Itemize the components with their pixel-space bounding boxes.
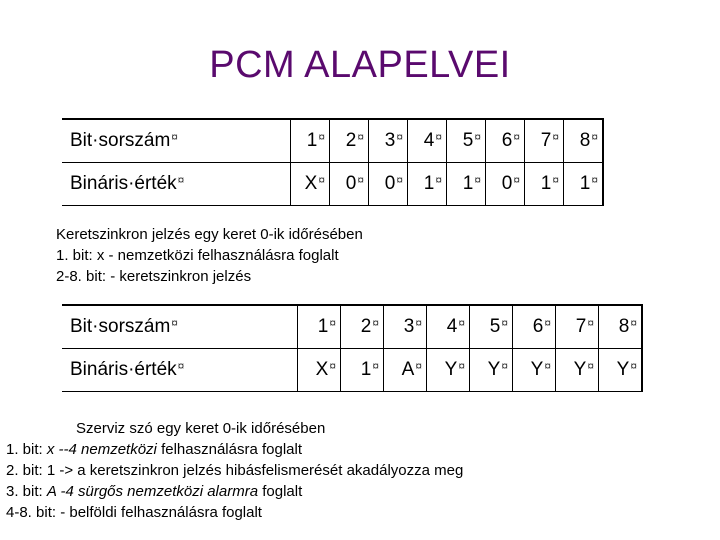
bit-number-cell: 1¤ xyxy=(298,305,341,349)
binary-value-cell: A¤ xyxy=(384,349,427,392)
binary-value-cell: 1¤ xyxy=(408,163,447,206)
binary-value-cell: 1¤ xyxy=(341,349,384,392)
binary-value-cell: 0¤ xyxy=(369,163,408,206)
binary-value-cell: Y¤ xyxy=(556,349,599,392)
table-row xyxy=(62,119,603,163)
row-label: Bit·sorszám¤ xyxy=(62,305,298,349)
notes-line: 4-8. bit: - belföldi felhasználásra foglalt xyxy=(6,504,262,521)
bit-number-cell: 4¤ xyxy=(427,305,470,349)
bit-number-cell: 3¤ xyxy=(384,305,427,349)
row-label: Bit·sorszám¤ xyxy=(62,119,291,163)
service-word-notes xyxy=(6,418,463,523)
binary-value-cell: 1¤ xyxy=(564,163,604,206)
binary-value-cell: Y¤ xyxy=(599,349,643,392)
binary-value-cell: X¤ xyxy=(298,349,341,392)
bit-number-cell: 2¤ xyxy=(341,305,384,349)
bit-number-cell: 4¤ xyxy=(408,119,447,163)
bit-number-cell: 6¤ xyxy=(486,119,525,163)
table-row xyxy=(62,349,642,392)
notes-line: 1. bit: x --4 nemzetközi felhasználásra foglalt xyxy=(6,441,302,458)
frame-sync-notes xyxy=(56,224,363,287)
bit-number-cell: 8¤ xyxy=(564,119,604,163)
binary-value-cell: Y¤ xyxy=(427,349,470,392)
notes-line: 2-8. bit: - keretszinkron jelzés xyxy=(56,268,252,285)
frame-sync-table xyxy=(62,118,604,206)
notes-heading: Keretszinkron jelzés egy keret 0-ik időrésében xyxy=(56,226,363,243)
page-title: PCM ALAPELVEI xyxy=(209,44,511,86)
notes-line: 1. bit: x - nemzetközi felhasználásra foglalt xyxy=(56,247,339,264)
bit-number-cell: 1¤ xyxy=(291,119,330,163)
binary-value-cell: 1¤ xyxy=(525,163,564,206)
binary-value-cell: Y¤ xyxy=(513,349,556,392)
bit-number-cell: 6¤ xyxy=(513,305,556,349)
bit-number-cell: 7¤ xyxy=(556,305,599,349)
notes-line: 2. bit: 1 -> a keretszinkron jelzés hibásfelismerését akadályozza meg xyxy=(6,462,464,479)
binary-value-cell: Y¤ xyxy=(470,349,513,392)
binary-value-cell: 0¤ xyxy=(330,163,369,206)
bit-number-cell: 5¤ xyxy=(447,119,486,163)
notes-line: 3. bit: A -4 sürgős nemzetközi alarmra foglalt xyxy=(6,483,303,500)
bit-number-cell: 8¤ xyxy=(599,305,643,349)
bit-number-cell: 3¤ xyxy=(369,119,408,163)
bit-number-cell: 7¤ xyxy=(525,119,564,163)
binary-value-cell: 1¤ xyxy=(447,163,486,206)
row-label: Bináris·érték¤ xyxy=(62,163,291,206)
bit-number-cell: 5¤ xyxy=(470,305,513,349)
row-label: Bináris·érték¤ xyxy=(62,349,298,392)
binary-value-cell: X¤ xyxy=(291,163,330,206)
table-row xyxy=(62,305,642,349)
bit-number-cell: 2¤ xyxy=(330,119,369,163)
binary-value-cell: 0¤ xyxy=(486,163,525,206)
table-row xyxy=(62,163,603,206)
notes-heading: Szerviz szó egy keret 0-ik időrésében xyxy=(76,420,326,437)
service-word-table xyxy=(62,304,643,392)
